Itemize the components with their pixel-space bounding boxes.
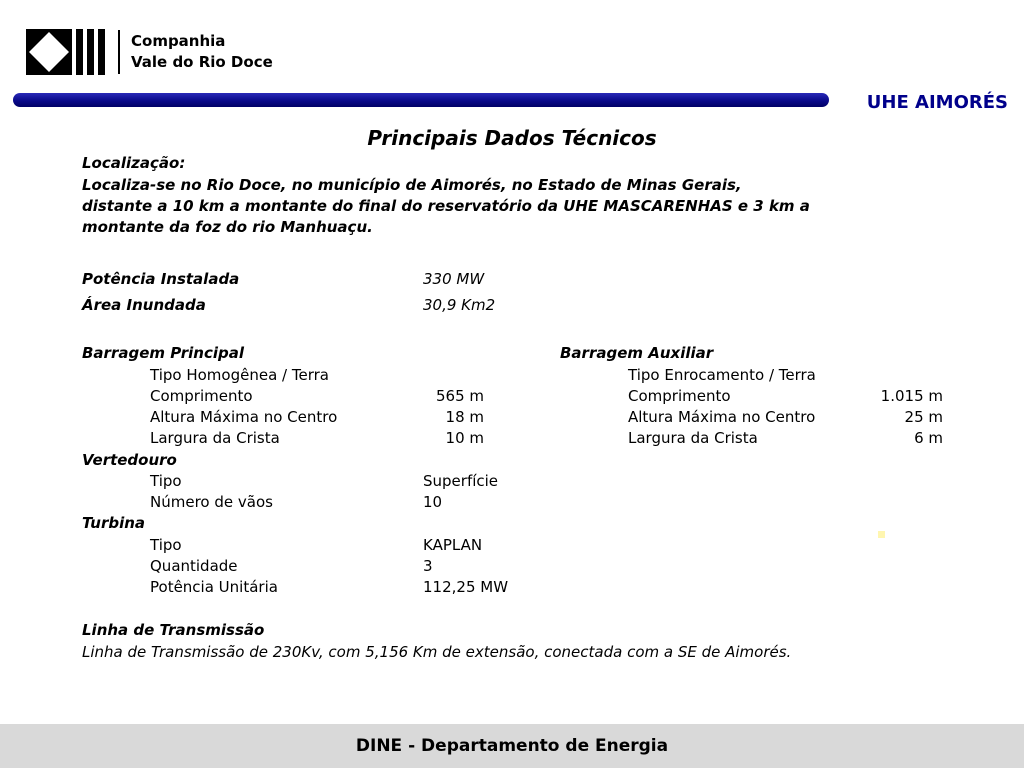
turbine-type-value: KAPLAN (423, 536, 483, 554)
decorative-dot (878, 531, 885, 538)
company-name-line2: Vale do Rio Doce (131, 53, 273, 71)
transmission-heading: Linha de Transmissão (82, 621, 265, 639)
location-line-1: Localiza-se no Rio Doce, no município de Aimorés, no Estado de Minas Gerais, (82, 176, 742, 194)
turbine-unit-power-value: 112,25 MW (423, 578, 509, 596)
main-dam-height-value: 18 m (445, 408, 484, 426)
installed-power-label: Potência Instalada (82, 270, 240, 288)
spillway-bays-value: 10 (423, 493, 443, 511)
project-title: UHE AIMORÉS (866, 92, 1008, 113)
flooded-area-label: Área Inundada (82, 296, 206, 314)
aux-dam-length-label: Comprimento (628, 387, 731, 405)
aux-dam-length-value: 1.015 m (880, 387, 943, 405)
aux-dam-type: Tipo Enrocamento / Terra (628, 366, 816, 384)
flooded-area-value: 30,9 Km2 (423, 296, 496, 314)
location-heading: Localização: (82, 154, 186, 172)
aux-dam-heading: Barragem Auxiliar (560, 344, 714, 362)
main-dam-type: Tipo Homogênea / Terra (150, 366, 329, 384)
turbine-type-label: Tipo (150, 536, 182, 554)
spillway-heading: Vertedouro (82, 451, 177, 469)
aux-dam-crest-label: Largura da Crista (628, 429, 758, 447)
main-dam-heading: Barragem Principal (82, 344, 245, 362)
turbine-quantity-value: 3 (423, 557, 433, 575)
main-dam-length-label: Comprimento (150, 387, 253, 405)
turbine-unit-power-label: Potência Unitária (150, 578, 278, 596)
logo-divider (118, 30, 120, 74)
transmission-text: Linha de Transmissão de 230Kv, com 5,156 Km de extensão, conectada com a SE de Aimorés. (82, 643, 792, 661)
company-name-line1: Companhia (131, 32, 226, 50)
header-blue-bar (13, 93, 829, 107)
company-logo-icon (26, 29, 106, 75)
spillway-type-value: Superfície (423, 472, 499, 490)
main-dam-height-label: Altura Máxima no Centro (150, 408, 338, 426)
location-line-2: distante a 10 km a montante do final do reservatório da UHE MASCARENHAS e 3 km a (82, 197, 810, 215)
turbine-quantity-label: Quantidade (150, 557, 238, 575)
installed-power-value: 330 MW (423, 270, 485, 288)
main-dam-crest-value: 10 m (445, 429, 484, 447)
aux-dam-height-label: Altura Máxima no Centro (628, 408, 816, 426)
spillway-bays-label: Número de vãos (150, 493, 273, 511)
location-line-3: montante da foz do rio Manhuaçu. (82, 218, 373, 236)
main-dam-crest-label: Largura da Crista (150, 429, 280, 447)
aux-dam-height-value: 25 m (904, 408, 943, 426)
spillway-type-label: Tipo (150, 472, 182, 490)
footer-text: DINE - Departamento de Energia (355, 736, 669, 756)
page-title: Principais Dados Técnicos (367, 126, 657, 150)
main-dam-length-value: 565 m (435, 387, 484, 405)
aux-dam-crest-value: 6 m (914, 429, 943, 447)
turbine-heading: Turbina (82, 514, 146, 532)
